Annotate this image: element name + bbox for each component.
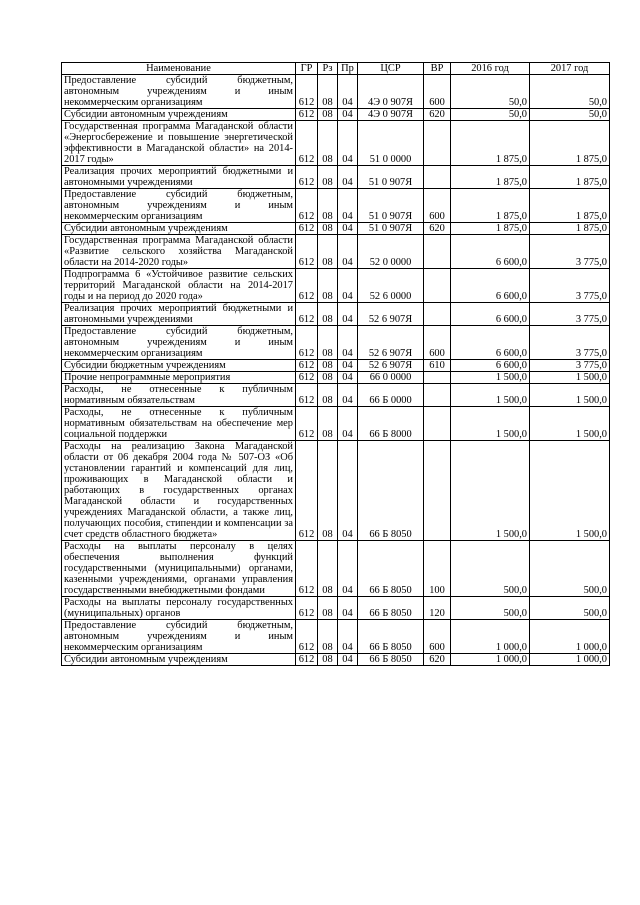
cell-name: Прочие непрограммные мероприятия <box>62 372 296 384</box>
cell-pr: 04 <box>338 654 358 666</box>
cell-gr: 612 <box>296 372 318 384</box>
cell-2016: 1 000,0 <box>451 620 530 654</box>
cell-vr <box>424 372 451 384</box>
cell-vr: 620 <box>424 109 451 121</box>
header-gr: ГР <box>296 63 318 75</box>
cell-name: Предоставление субсидий бюджетным, автономным учреждениям и иным некоммерческим организациям <box>62 75 296 109</box>
cell-2016: 6 600,0 <box>451 360 530 372</box>
cell-name: Расходы, не отнесенные к публичным нормативным обязательствам на обеспечение мер социальной поддержки <box>62 407 296 441</box>
cell-2017: 3 775,0 <box>530 235 610 269</box>
cell-rz: 08 <box>318 109 338 121</box>
cell-pr: 04 <box>338 166 358 189</box>
cell-name: Расходы на выплаты персоналу в целях обеспечения выполнения функций государственными (муниципальными) органами, казенными учреждениями, органами управления государственными внебюджетными фондами <box>62 541 296 597</box>
cell-name: Субсидии автономным учреждениям <box>62 109 296 121</box>
cell-gr: 612 <box>296 360 318 372</box>
cell-2016: 6 600,0 <box>451 326 530 360</box>
cell-name: Расходы, не отнесенные к публичным нормативным обязательствам <box>62 384 296 407</box>
cell-2016: 1 875,0 <box>451 166 530 189</box>
header-vr: ВР <box>424 63 451 75</box>
table-row <box>62 303 610 326</box>
cell-2016: 1 875,0 <box>451 223 530 235</box>
cell-2016: 500,0 <box>451 597 530 620</box>
table-row <box>62 597 610 620</box>
cell-csr: 52 6 907Я <box>358 303 424 326</box>
cell-gr: 612 <box>296 597 318 620</box>
cell-pr: 04 <box>338 223 358 235</box>
cell-csr: 52 0 0000 <box>358 235 424 269</box>
cell-csr: 66 Б 8000 <box>358 407 424 441</box>
cell-csr: 66 Б 8050 <box>358 541 424 597</box>
cell-rz: 08 <box>318 121 338 166</box>
cell-gr: 612 <box>296 121 318 166</box>
cell-name: Предоставление субсидий бюджетным, автономным учреждениям и иным некоммерческим организациям <box>62 326 296 360</box>
cell-gr: 612 <box>296 541 318 597</box>
cell-vr: 600 <box>424 620 451 654</box>
cell-csr: 66 Б 8050 <box>358 597 424 620</box>
cell-pr: 04 <box>338 189 358 223</box>
cell-vr: 600 <box>424 326 451 360</box>
table-header-row <box>62 63 610 75</box>
cell-gr: 612 <box>296 235 318 269</box>
cell-pr: 04 <box>338 541 358 597</box>
cell-pr: 04 <box>338 109 358 121</box>
cell-2016: 1 500,0 <box>451 372 530 384</box>
cell-2016: 1 875,0 <box>451 189 530 223</box>
table-row <box>62 620 610 654</box>
cell-vr: 620 <box>424 223 451 235</box>
cell-2016: 500,0 <box>451 541 530 597</box>
cell-vr <box>424 269 451 303</box>
cell-gr: 612 <box>296 269 318 303</box>
cell-2016: 50,0 <box>451 109 530 121</box>
table-row <box>62 384 610 407</box>
cell-rz: 08 <box>318 166 338 189</box>
table-row <box>62 223 610 235</box>
cell-vr: 600 <box>424 75 451 109</box>
cell-name: Государственная программа Магаданской области «Развитие сельского хозяйства Магаданской области на 2014-2020 годы» <box>62 235 296 269</box>
cell-vr <box>424 235 451 269</box>
cell-pr: 04 <box>338 441 358 541</box>
cell-rz: 08 <box>318 235 338 269</box>
cell-csr: 66 Б 8050 <box>358 441 424 541</box>
cell-2016: 1 500,0 <box>451 441 530 541</box>
cell-name: Подпрограмма 6 «Устойчивое развитие сельских территорий Магаданской области на 2014-2017 годы и на период до 2020 года» <box>62 269 296 303</box>
cell-gr: 612 <box>296 407 318 441</box>
cell-pr: 04 <box>338 372 358 384</box>
cell-rz: 08 <box>318 654 338 666</box>
header-2017: 2017 год <box>530 63 610 75</box>
table-row <box>62 269 610 303</box>
cell-gr: 612 <box>296 223 318 235</box>
cell-csr: 66 Б 8050 <box>358 620 424 654</box>
cell-csr: 51 0 907Я <box>358 223 424 235</box>
cell-pr: 04 <box>338 360 358 372</box>
cell-pr: 04 <box>338 235 358 269</box>
cell-pr: 04 <box>338 303 358 326</box>
cell-pr: 04 <box>338 407 358 441</box>
table-row <box>62 654 610 666</box>
table-row <box>62 407 610 441</box>
cell-name: Субсидии автономным учреждениям <box>62 654 296 666</box>
cell-gr: 612 <box>296 620 318 654</box>
header-name: Наименование <box>62 63 296 75</box>
cell-2017: 1 875,0 <box>530 189 610 223</box>
cell-vr: 100 <box>424 541 451 597</box>
cell-rz: 08 <box>318 620 338 654</box>
cell-2017: 3 775,0 <box>530 326 610 360</box>
cell-pr: 04 <box>338 269 358 303</box>
header-2016: 2016 год <box>451 63 530 75</box>
cell-2016: 6 600,0 <box>451 303 530 326</box>
cell-rz: 08 <box>318 372 338 384</box>
cell-2017: 1 500,0 <box>530 441 610 541</box>
cell-name: Предоставление субсидий бюджетным, автономным учреждениям и иным некоммерческим организациям <box>62 620 296 654</box>
cell-2016: 1 500,0 <box>451 384 530 407</box>
cell-2016: 1 000,0 <box>451 654 530 666</box>
cell-2017: 3 775,0 <box>530 269 610 303</box>
cell-csr: 52 6 907Я <box>358 360 424 372</box>
table-row <box>62 121 610 166</box>
cell-2017: 500,0 <box>530 541 610 597</box>
cell-name: Субсидии автономным учреждениям <box>62 223 296 235</box>
cell-rz: 08 <box>318 303 338 326</box>
cell-csr: 51 0 907Я <box>358 166 424 189</box>
cell-2017: 3 775,0 <box>530 303 610 326</box>
cell-pr: 04 <box>338 384 358 407</box>
cell-pr: 04 <box>338 620 358 654</box>
cell-2017: 1 875,0 <box>530 223 610 235</box>
cell-vr: 120 <box>424 597 451 620</box>
cell-vr <box>424 166 451 189</box>
cell-name: Расходы на выплаты персоналу государственных (муниципальных) органов <box>62 597 296 620</box>
cell-gr: 612 <box>296 189 318 223</box>
cell-rz: 08 <box>318 441 338 541</box>
cell-name: Субсидии бюджетным учреждениям <box>62 360 296 372</box>
table-row <box>62 75 610 109</box>
cell-pr: 04 <box>338 326 358 360</box>
cell-vr: 610 <box>424 360 451 372</box>
cell-2017: 1 000,0 <box>530 620 610 654</box>
cell-gr: 612 <box>296 441 318 541</box>
cell-vr <box>424 121 451 166</box>
cell-2017: 3 775,0 <box>530 360 610 372</box>
cell-2016: 1 500,0 <box>451 407 530 441</box>
table-row <box>62 189 610 223</box>
cell-pr: 04 <box>338 597 358 620</box>
cell-2017: 50,0 <box>530 75 610 109</box>
cell-csr: 51 0 0000 <box>358 121 424 166</box>
cell-2017: 1 875,0 <box>530 166 610 189</box>
cell-gr: 612 <box>296 303 318 326</box>
cell-2017: 1 875,0 <box>530 121 610 166</box>
cell-rz: 08 <box>318 326 338 360</box>
cell-name: Предоставление субсидий бюджетным, автономным учреждениям и иным некоммерческим организациям <box>62 189 296 223</box>
header-pr: Пр <box>338 63 358 75</box>
table-row <box>62 372 610 384</box>
cell-gr: 612 <box>296 654 318 666</box>
cell-2017: 1 500,0 <box>530 407 610 441</box>
cell-csr: 66 0 0000 <box>358 372 424 384</box>
cell-2016: 6 600,0 <box>451 235 530 269</box>
cell-2016: 6 600,0 <box>451 269 530 303</box>
cell-rz: 08 <box>318 384 338 407</box>
cell-name: Расходы на реализацию Закона Магаданской области от 06 декабря 2004 года № 507-ОЗ «Об установлении гарантий и компенсаций для лиц, проживающих в Магаданской области и работающих в государственных органах Магаданской области и государственных учреждениях Магаданской области, а также лиц, получающих пособия, стипендии и компенсации за счет средств областного бюджета» <box>62 441 296 541</box>
cell-vr: 600 <box>424 189 451 223</box>
table-row <box>62 326 610 360</box>
cell-pr: 04 <box>338 75 358 109</box>
cell-rz: 08 <box>318 360 338 372</box>
cell-gr: 612 <box>296 326 318 360</box>
table-row <box>62 360 610 372</box>
cell-pr: 04 <box>338 121 358 166</box>
cell-csr: 4Э 0 907Я <box>358 109 424 121</box>
cell-csr: 51 0 907Я <box>358 189 424 223</box>
header-rz: Рз <box>318 63 338 75</box>
cell-vr <box>424 384 451 407</box>
cell-rz: 08 <box>318 269 338 303</box>
cell-rz: 08 <box>318 541 338 597</box>
table-row <box>62 109 610 121</box>
cell-csr: 66 Б 8050 <box>358 654 424 666</box>
cell-name: Государственная программа Магаданской области «Энергосбережение и повышение энергетической эффективности в Магаданской области» на 2014-2017 годы» <box>62 121 296 166</box>
cell-vr <box>424 303 451 326</box>
cell-csr: 52 6 0000 <box>358 269 424 303</box>
cell-gr: 612 <box>296 384 318 407</box>
table-row <box>62 235 610 269</box>
cell-2017: 1 000,0 <box>530 654 610 666</box>
cell-rz: 08 <box>318 75 338 109</box>
cell-name: Реализация прочих мероприятий бюджетными и автономными учреждениями <box>62 166 296 189</box>
cell-rz: 08 <box>318 597 338 620</box>
cell-2017: 1 500,0 <box>530 372 610 384</box>
cell-2017: 50,0 <box>530 109 610 121</box>
header-csr: ЦСР <box>358 63 424 75</box>
table-row <box>62 441 610 541</box>
cell-vr: 620 <box>424 654 451 666</box>
cell-gr: 612 <box>296 109 318 121</box>
cell-vr <box>424 407 451 441</box>
cell-rz: 08 <box>318 189 338 223</box>
cell-rz: 08 <box>318 407 338 441</box>
cell-2016: 50,0 <box>451 75 530 109</box>
budget-table <box>61 62 610 666</box>
cell-gr: 612 <box>296 166 318 189</box>
cell-2016: 1 875,0 <box>451 121 530 166</box>
cell-csr: 66 Б 0000 <box>358 384 424 407</box>
table-row <box>62 166 610 189</box>
cell-vr <box>424 441 451 541</box>
cell-csr: 52 6 907Я <box>358 326 424 360</box>
cell-2017: 1 500,0 <box>530 384 610 407</box>
table-row <box>62 541 610 597</box>
cell-csr: 4Э 0 907Я <box>358 75 424 109</box>
cell-rz: 08 <box>318 223 338 235</box>
cell-gr: 612 <box>296 75 318 109</box>
cell-2017: 500,0 <box>530 597 610 620</box>
cell-name: Реализация прочих мероприятий бюджетными и автономными учреждениями <box>62 303 296 326</box>
